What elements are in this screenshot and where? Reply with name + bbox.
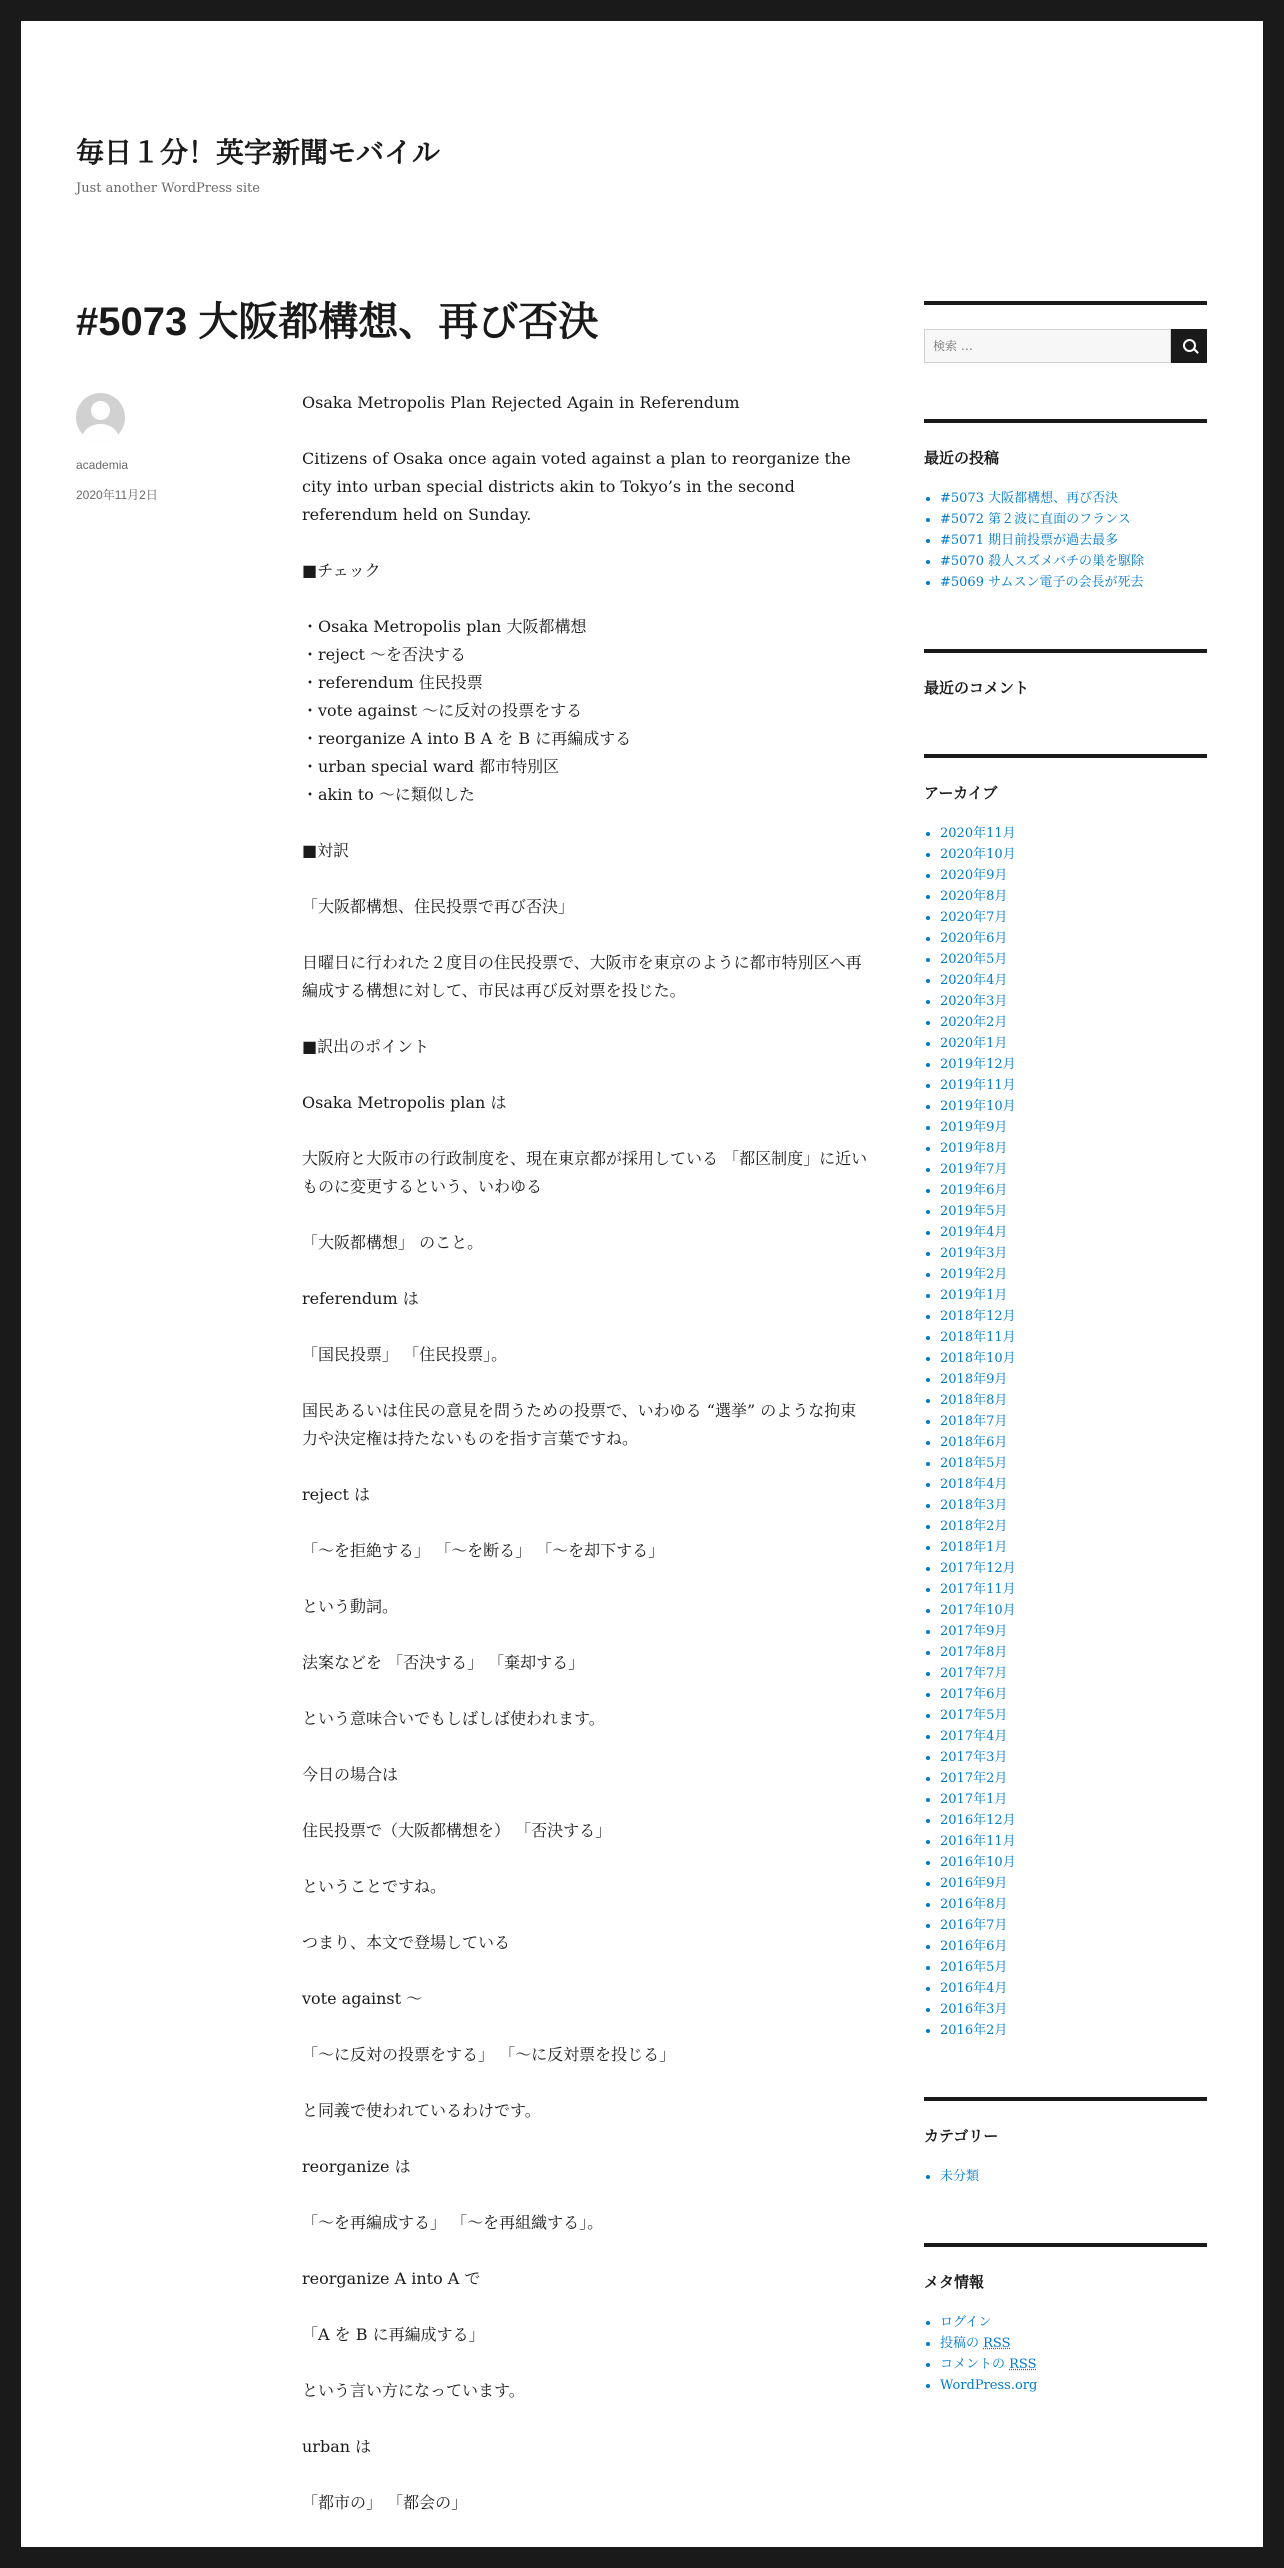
archive-link[interactable]: • 2018年3月 [940, 1495, 1207, 1516]
archive-link[interactable]: • 2019年3月 [940, 1243, 1207, 1264]
site-header [76, 131, 440, 196]
archive-link[interactable]: • 2017年11月 [940, 1579, 1207, 1600]
meta-link[interactable] [940, 2333, 1207, 2354]
archive-link[interactable]: • 2016年10月 [940, 1852, 1207, 1873]
archive-link[interactable]: • 2020年10月 [940, 844, 1207, 865]
post-paragraph: Citizens of Osaka once again voted against a plan to reorganize the city into urban special districts akin to Tokyo’s in the second referendum held on Sunday. [302, 449, 851, 524]
recent-posts-title: 最近の投稿 [924, 449, 1000, 467]
post-author[interactable]: academia [76, 458, 129, 472]
post-paragraph: 「大阪都構想」 のこと。 [302, 1233, 484, 1252]
archive-link[interactable]: • 2019年11月 [940, 1075, 1207, 1096]
meta-link-label: コメントの [940, 2357, 1010, 2372]
post-paragraph: と同義で使われているわけです。 [302, 2101, 541, 2120]
recent-posts-widget [924, 419, 1207, 593]
archive-link[interactable]: • 2019年6月 [940, 1180, 1207, 1201]
recent-post-link[interactable]: • #5073 大阪都構想、再び否決 [940, 488, 1207, 509]
post-paragraph: ということですね。 [302, 1877, 447, 1896]
categories-title: カテゴリー [924, 2127, 999, 2145]
post-paragraph: 「～に反対の投票をする」 「～に反対票を投じる」 [302, 2045, 676, 2064]
meta-list [924, 2312, 1207, 2396]
archive-link[interactable]: • 2018年8月 [940, 1390, 1207, 1411]
meta-link[interactable] [940, 2375, 1207, 2396]
meta-link[interactable] [940, 2354, 1207, 2375]
post-paragraph: referendum は [302, 1289, 419, 1308]
archive-link[interactable]: • 2019年12月 [940, 1054, 1207, 1075]
archive-link[interactable]: • 2020年9月 [940, 865, 1207, 886]
post-paragraph: 「大阪都構想、住民投票で再び否決」 [302, 897, 575, 916]
meta-link-label: ログイン [940, 2315, 992, 2330]
post-paragraph: reorganize は [302, 2157, 411, 2176]
archive-link[interactable]: • 2017年3月 [940, 1747, 1207, 1768]
archive-link[interactable]: • 2019年2月 [940, 1264, 1207, 1285]
post-paragraph: 「～を再編成する」 「～を再組織する」。 [302, 2213, 604, 2232]
recent-post-link[interactable]: • #5069 サムスン電子の会長が死去 [940, 572, 1207, 593]
archive-link[interactable]: • 2019年8月 [940, 1138, 1207, 1159]
archive-link[interactable]: • 2020年8月 [940, 886, 1207, 907]
post-paragraph: 「～を拒絶する」 「～を断る」 「～を却下する」 [302, 1541, 665, 1560]
post-title: #5073 大阪都構想、再び否決 [76, 300, 599, 344]
archive-link[interactable]: • 2019年10月 [940, 1096, 1207, 1117]
archive-link[interactable]: • 2020年2月 [940, 1012, 1207, 1033]
archive-link[interactable]: • 2017年2月 [940, 1768, 1207, 1789]
archive-link[interactable]: • 2020年1月 [940, 1033, 1207, 1054]
archive-link[interactable]: • 2016年4月 [940, 1978, 1207, 1999]
archive-link[interactable]: • 2020年11月 [940, 823, 1207, 844]
post-paragraph: ・Osaka Metropolis plan 大阪都構想 ・reject ～を否決する ・referendum 住民投票 ・vote against ～に反対の投票をする ・reorganize A into B A を B に再編成する ・urban special ward 都市特別区 ・akin to ～に類似した [302, 617, 632, 804]
recent-posts-list [924, 488, 1207, 593]
meta-link-label: 投稿の [940, 2336, 984, 2351]
meta-link-label: WordPress.org [940, 2378, 1038, 2393]
archive-link[interactable]: • 2017年1月 [940, 1789, 1207, 1810]
post-paragraph: 「都市の」 「都会の」 [302, 2493, 468, 2512]
archive-link[interactable]: • 2016年7月 [940, 1915, 1207, 1936]
post-date[interactable]: 2020年11月2日 [76, 488, 158, 502]
category-link[interactable]: • 未分類 [940, 2166, 1207, 2187]
meta-title: メタ情報 [924, 2273, 985, 2291]
post-paragraph: つまり、本文で登場している [302, 1933, 511, 1952]
archive-link[interactable]: • 2017年9月 [940, 1621, 1207, 1642]
archive-link[interactable]: • 2018年12月 [940, 1306, 1207, 1327]
archives-title: アーカイブ [924, 784, 998, 802]
archive-link[interactable]: • 2018年4月 [940, 1474, 1207, 1495]
meta-link-abbr: RSS [1009, 2357, 1037, 2372]
recent-post-link[interactable]: • #5072 第２波に直面のフランス [940, 509, 1207, 530]
meta-link[interactable] [940, 2312, 1207, 2333]
sidebar [924, 301, 1207, 2452]
meta-link-abbr: RSS [983, 2336, 1011, 2351]
archive-link[interactable]: • 2017年8月 [940, 1642, 1207, 1663]
archive-link[interactable]: • 2019年1月 [940, 1285, 1207, 1306]
categories-widget [924, 2097, 1207, 2187]
avatar-placeholder-icon[interactable] [76, 393, 125, 442]
post-paragraph: という動詞。 [302, 1597, 399, 1616]
archive-link[interactable]: • 2019年7月 [940, 1159, 1207, 1180]
post-paragraph: reject は [302, 1485, 371, 1504]
archive-link[interactable]: • 2016年12月 [940, 1810, 1207, 1831]
post-paragraph: 「A を B に再編成する」 [302, 2325, 485, 2344]
search-form [924, 329, 1207, 363]
archive-link[interactable]: • 2017年5月 [940, 1705, 1207, 1726]
archive-link[interactable]: • 2018年1月 [940, 1537, 1207, 1558]
archive-link[interactable]: • 2020年3月 [940, 991, 1207, 1012]
archive-link[interactable]: • 2019年5月 [940, 1201, 1207, 1222]
archive-link[interactable]: • 2017年12月 [940, 1558, 1207, 1579]
search-widget [924, 301, 1207, 363]
archive-link[interactable]: • 2016年8月 [940, 1894, 1207, 1915]
archive-link[interactable]: • 2018年5月 [940, 1453, 1207, 1474]
archive-link[interactable]: • 2018年10月 [940, 1348, 1207, 1369]
archive-link[interactable]: • 2018年7月 [940, 1411, 1207, 1432]
categories-list [924, 2166, 1207, 2187]
page [21, 21, 1263, 2547]
post-paragraph: vote against ～ [302, 1989, 423, 2008]
archive-link[interactable]: • 2019年4月 [940, 1222, 1207, 1243]
archive-link[interactable]: • 2018年6月 [940, 1432, 1207, 1453]
archive-link[interactable]: • 2016年3月 [940, 1999, 1207, 2020]
search-button[interactable] [1171, 329, 1207, 363]
archive-link[interactable]: • 2019年9月 [940, 1117, 1207, 1138]
archive-link[interactable]: • 2018年2月 [940, 1516, 1207, 1537]
archive-link[interactable]: • 2016年11月 [940, 1831, 1207, 1852]
archive-link[interactable]: • 2017年6月 [940, 1684, 1207, 1705]
archive-link[interactable]: • 2016年2月 [940, 2020, 1207, 2041]
archive-link[interactable]: • 2018年11月 [940, 1327, 1207, 1348]
post-paragraph: ■対訳 [302, 841, 350, 860]
archive-link[interactable]: • 2020年6月 [940, 928, 1207, 949]
archive-link[interactable]: • 2017年10月 [940, 1600, 1207, 1621]
post-paragraph: reorganize A into A で [302, 2269, 481, 2288]
archive-link[interactable]: • 2020年4月 [940, 970, 1207, 991]
archive-link[interactable]: • 2020年7月 [940, 907, 1207, 928]
post-paragraph: 日曜日に行われた２度目の住民投票で、大阪市を東京のように都市特別区へ再編成する構想に対して、市民は再び反対票を投じた。 [302, 953, 862, 1000]
post-paragraph: urban は [302, 2437, 372, 2456]
archives-list [924, 823, 1207, 2041]
post-paragraph: Osaka Metropolis plan は [302, 1093, 507, 1112]
post-paragraph: ■訳出のポイント [302, 1037, 430, 1056]
recent-comments-widget [924, 649, 1207, 698]
meta-widget [924, 2243, 1207, 2396]
archive-link[interactable]: • 2017年4月 [940, 1726, 1207, 1747]
site-description: Just another WordPress site [76, 181, 260, 196]
archive-link[interactable]: • 2016年5月 [940, 1957, 1207, 1978]
post-paragraph: 大阪府と大阪市の行政制度を、現在東京都が採用している 「都区制度」に近いものに変更するという、いわゆる [302, 1149, 868, 1196]
post-paragraph: Osaka Metropolis Plan Rejected Again in Referendum [302, 393, 740, 412]
post-paragraph: 住民投票で（大阪都構想を） 「否決する」 [302, 1821, 612, 1840]
site-title[interactable]: 毎日１分！英字新聞モバイル [76, 136, 441, 169]
archives-widget [924, 754, 1207, 2041]
post-meta [76, 393, 256, 503]
recent-post-link[interactable]: • #5070 殺人スズメバチの巣を駆除 [940, 551, 1207, 572]
archive-link[interactable]: • 2016年9月 [940, 1873, 1207, 1894]
post-paragraph: 今日の場合は [302, 1765, 399, 1784]
archive-link[interactable]: • 2017年7月 [940, 1663, 1207, 1684]
search-input[interactable] [924, 329, 1171, 363]
post-content [302, 389, 870, 2545]
archive-link[interactable]: • 2016年6月 [940, 1936, 1207, 1957]
post-paragraph: 法案などを 「否決する」 「棄却する」 [302, 1653, 585, 1672]
recent-comments-title: 最近のコメント [924, 679, 1030, 697]
post-paragraph: という言い方になっています。 [302, 2381, 525, 2400]
archive-link[interactable]: • 2020年5月 [940, 949, 1207, 970]
post-paragraph: ■チェック [302, 561, 381, 580]
archive-link[interactable]: • 2018年9月 [940, 1369, 1207, 1390]
recent-post-link[interactable]: • #5071 期日前投票が過去最多 [940, 530, 1207, 551]
post-paragraph: 「国民投票」 「住民投票」。 [302, 1345, 508, 1364]
post-paragraph: 国民あるいは住民の意見を問うための投票で、いわゆる “選挙” のような拘束力や決定権は持たないものを指す言葉ですね。 [302, 1401, 857, 1448]
post-paragraph: という意味合いでもしばしば使われます。 [302, 1709, 605, 1728]
